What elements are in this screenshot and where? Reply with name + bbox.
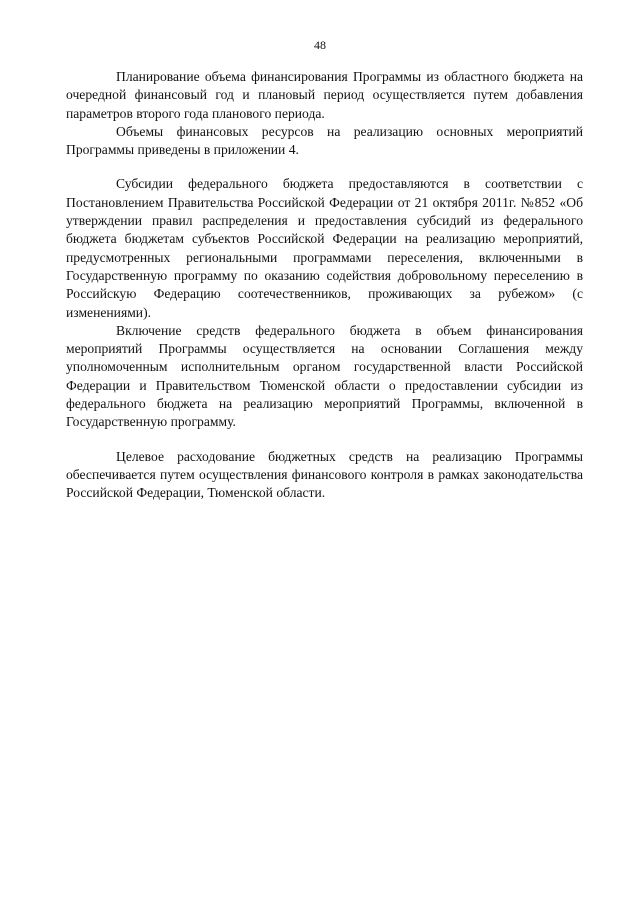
paragraph-federal-funds-inclusion: Включение средств федерального бюджета в объем финансирования мероприятий Программы осуществляется на основании Соглашения между уполномоченным исполнительным органом государственной власти Российской Федерации и Правительством Тюменской области о предоставлении субсидии из федерального бюджета на реализацию мероприятий Программы, включенной в Государственную программу.	[66, 322, 583, 430]
paragraph-financial-resources: Объемы финансовых ресурсов на реализацию основных мероприятий Программы приведены в приложении 4.	[66, 123, 583, 158]
paragraph-targeted-spending: Целевое расходование бюджетных средств на реализацию Программы обеспечивается путем осуществления финансового контроля в рамках законодательства Российской Федерации, Тюменской области.	[66, 448, 583, 501]
paragraph-federal-subsidies: Субсидии федерального бюджета предоставляются в соответствии с Постановлением Правительства Российской Федерации от 21 октября 2011г. №852 «Об утверждении правил распределения и предоставления субсидий из федерального бюджета бюджетам субъектов Российской Федерации на реализацию мероприятий, предусмотренных региональными программами переселения, включенными в Государственную программу по оказанию содействия добровольному переселению в Российскую Федерацию соотечественников, проживающих за рубежом» (с изменениями).	[66, 176, 583, 320]
page-number: 48	[314, 38, 326, 52]
document-body	[66, 68, 583, 503]
paragraph-financing-planning: Планирование объема финансирования Программы из областного бюджета на очередной финансовый год и плановый период осуществляется путем добавления параметров второго года планового периода.	[66, 69, 583, 121]
